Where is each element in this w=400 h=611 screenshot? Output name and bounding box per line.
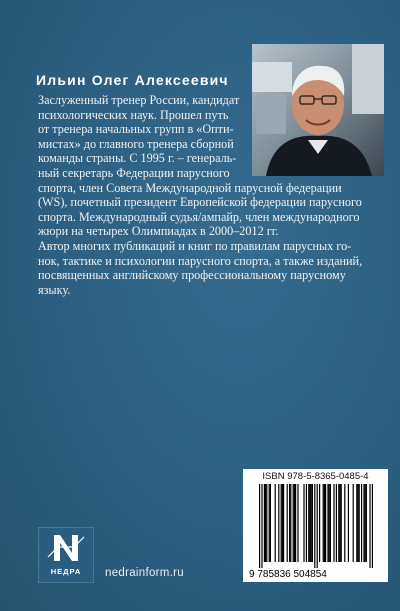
bio-line: нок, тактике и психологии парусного спорта, а также изданий, [38,253,363,268]
barcode-bar [363,484,364,562]
barcode-bar [324,484,325,562]
barcode-bar [312,484,313,562]
barcode-bar [293,484,294,562]
barcode-bar [261,484,262,568]
bio-line: спорта, член Совета Международной парусной федерации [38,180,342,195]
bio-line: от тренера начальных групп в «Опти- [38,122,234,137]
barcode-bar [341,484,342,562]
barcode-image [249,484,382,580]
barcode-bar [339,484,340,562]
barcode-bar [329,484,330,562]
bio-line: мистах» до главного тренера сборной [38,136,234,151]
barcode-bar [353,484,354,562]
barcode-bar [348,484,349,562]
barcode-digits: 9 785836 504854 [249,569,327,580]
barcode-bar [344,484,345,562]
barcode-bar [365,484,366,562]
bio-narrow-column [38,93,248,181]
barcode-bar [333,484,334,562]
barcode-bar [269,484,270,562]
barcode-bar [314,484,315,568]
barcode-bar [359,484,360,562]
barcode-bar [281,484,282,562]
barcode-bar [336,484,337,562]
barcode-bar [317,484,318,568]
barcode-bar [356,484,357,562]
barcode-bar [303,484,304,562]
bio-line: посвященных английскому профессиональному парусному [38,268,346,283]
bio-line: языку. [38,282,71,297]
barcode-bar [290,484,291,562]
bio-line: команды страны. С 1995 г. – генераль- [38,151,237,166]
barcode-bar [306,484,307,562]
isbn-barcode-block [243,469,388,582]
barcode-bar [319,484,320,562]
bio-line: ный секретарь Федерации парусного [38,165,230,180]
barcode-bar [309,484,310,562]
barcode-bar [311,484,312,562]
barcode-bar [278,484,279,562]
publisher-logo [38,527,94,583]
barcode-bar [294,484,295,562]
publisher-logo-text: НЕДРА [50,567,82,576]
bio-line: (WS), почетный президент Европейской федерации парусного [38,195,362,210]
barcode-bar [265,484,266,562]
bio-line: Заслуженный тренер России, кандидат [38,93,240,107]
barcode-bar [297,484,298,562]
barcode-bar [330,484,331,562]
barcode-bar [259,484,260,568]
isbn-label: ISBN 978-5-8365-0485-4 [262,471,369,482]
bio-line: спорта. Международный судья/ампайр, член международного [38,209,360,224]
author-biography [38,93,390,297]
barcode-bar [369,484,370,568]
bio-line: Автор многих публикаций и книг по правилам парусных го- [38,238,352,253]
barcode-bar [338,484,339,562]
barcode-bar [357,484,358,562]
barcode-bar [270,484,271,562]
barcode-bar [295,484,296,562]
barcode-bar [327,484,328,562]
bio-line: жюри на четырех Олимпиадах в 2000–2012 гг. [38,224,279,239]
barcode-bar [264,484,265,562]
bio-line: психологических наук. Прошел путь [38,107,229,122]
barcode-bar [289,484,290,562]
barcode-bar [283,484,284,562]
barcode-bar [361,484,362,562]
barcode-bar [266,484,267,562]
barcode-bar [323,484,324,562]
barcode-bar [308,484,309,562]
barcode-bar [366,484,367,562]
publisher-website[interactable]: nedrainform.ru [105,567,184,579]
author-name: Ильин Олег Алексеевич [36,72,229,88]
barcode-bar [287,484,288,562]
barcode-bar [275,484,276,562]
barcode-bar [325,484,326,562]
barcode-bar [372,484,373,568]
barcode-bar [282,484,283,562]
